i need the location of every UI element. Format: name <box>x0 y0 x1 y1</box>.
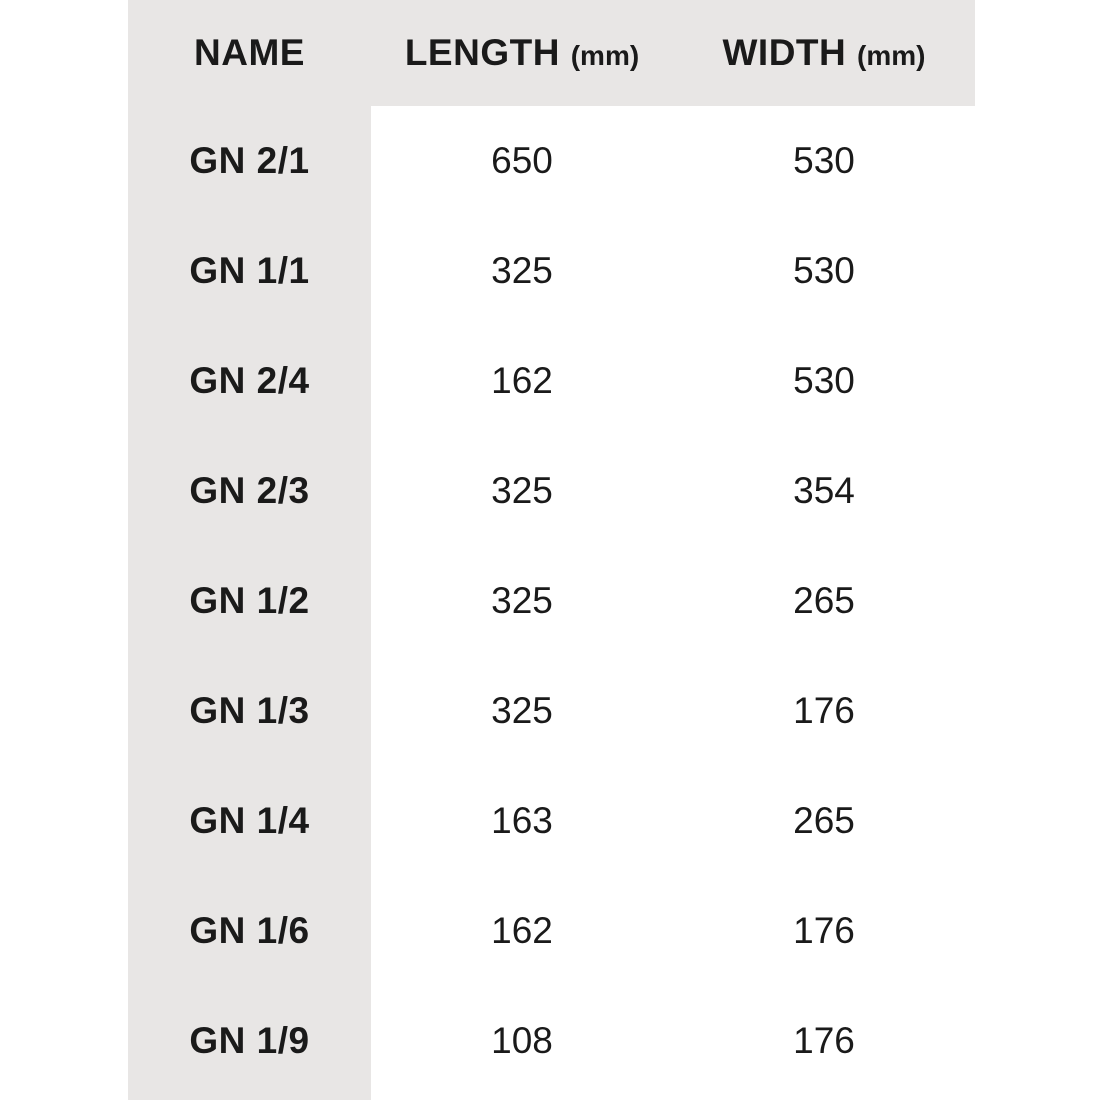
cell-width: 530 <box>793 250 855 291</box>
column-header-width-label: WIDTH <box>722 32 847 73</box>
table-row <box>128 986 975 1096</box>
table-row <box>128 876 975 986</box>
cell-length: 108 <box>491 1020 553 1061</box>
table-row <box>128 656 975 766</box>
table-row <box>128 326 975 436</box>
column-header-length <box>371 0 673 106</box>
column-header-name <box>128 0 371 106</box>
cell-width: 265 <box>793 800 855 841</box>
cell-width: 176 <box>793 1020 855 1061</box>
table-row <box>128 106 975 216</box>
table-body <box>128 106 975 1096</box>
column-header-name-label: NAME <box>194 32 305 73</box>
column-header-length-unit: (mm) <box>570 40 640 71</box>
cell-name: GN 1/9 <box>189 1020 310 1061</box>
cell-name: GN 2/3 <box>189 470 310 511</box>
cell-length: 162 <box>491 910 553 951</box>
cell-width: 530 <box>793 140 855 181</box>
cell-width: 176 <box>793 910 855 951</box>
cell-width: 530 <box>793 360 855 401</box>
cell-name: GN 2/4 <box>189 360 310 401</box>
table-row <box>128 546 975 656</box>
cell-name: GN 1/6 <box>189 910 310 951</box>
cell-length: 162 <box>491 360 553 401</box>
table-row <box>128 766 975 876</box>
cell-name: GN 2/1 <box>189 140 310 181</box>
column-header-width-unit: (mm) <box>857 40 926 71</box>
cell-name: GN 1/2 <box>189 580 310 621</box>
cell-width: 265 <box>793 580 855 621</box>
column-header-length-label: LENGTH <box>404 32 560 73</box>
cell-length: 325 <box>491 470 553 511</box>
cell-length: 325 <box>491 580 553 621</box>
cell-length: 325 <box>491 690 553 731</box>
cell-length: 325 <box>491 250 553 291</box>
table-row <box>128 216 975 326</box>
table-row <box>128 436 975 546</box>
column-header-width <box>673 0 975 106</box>
cell-name: GN 1/1 <box>189 250 310 291</box>
cell-length: 163 <box>491 800 553 841</box>
table-header-row <box>128 0 975 106</box>
gastronorm-size-table <box>128 0 975 1096</box>
cell-width: 354 <box>793 470 855 511</box>
cell-name: GN 1/3 <box>189 690 310 731</box>
cell-width: 176 <box>793 690 855 731</box>
table-header <box>128 0 975 106</box>
cell-length: 650 <box>491 140 553 181</box>
cell-name: GN 1/4 <box>189 800 310 841</box>
